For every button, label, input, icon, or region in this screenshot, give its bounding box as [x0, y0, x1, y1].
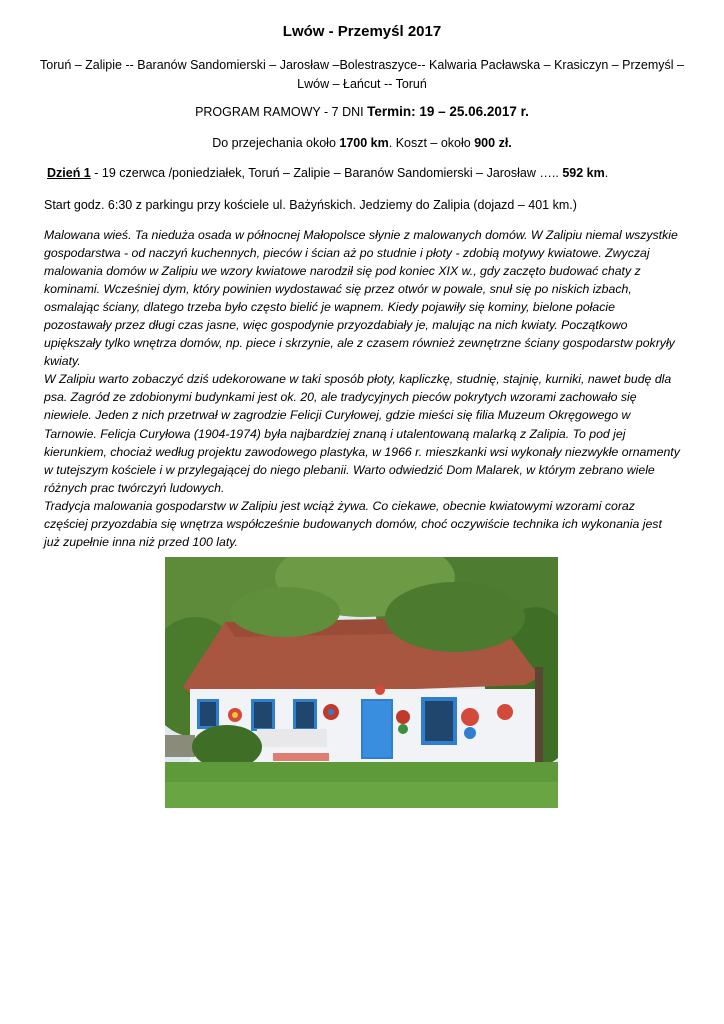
route-line: Toruń – Zalipie -- Baranów Sandomierski – Jarosław –Bolestraszyce-- Kalwaria Pacławska – Krasiczyn – Przemyśl – Lwów – Łańcut -- Toruń — [40, 58, 684, 91]
description-paragraph: W Zalipiu warto zobaczyć dziś udekorowane w taki sposób płoty, kapliczkę, studnię, stajnię, kurniki, nawet budę dla psa. Zagród ze zdobionymi budynkami jest ok. 20, ale tradycyjnych pieców pokrytych wzorami zachowało się niewiele. Jeden z nich przetrwał w zagrodzie Felicji Curyłowej, gdzie mieści się filia Muzeum Okręgowego w Tarnowie. Felicja Curyłowa (1904-1974) była najbardziej znaną i utalentowaną malarką z Zalipia. To pod jej kierunkiem, chociaż według projektu zawodowego plastyka, w 1966 r. mieszkanki wsi wykonały niezwykłe ornamenty w tutejszym kościele i w przylegającej do niego plebanii. Warto odwiedzić Dom Malarek, w którym zebrano wiele różnych prac twórczyń ludowych. — [44, 372, 680, 495]
cottage-illustration — [165, 557, 558, 808]
description-paragraph: Malowana wieś. Ta nieduża osada w północnej Małopolsce słynie z malowanych domów. W Zalipiu niemal wszystkie gospodarstwa - od naczyń kuchennych, pieców i ścian aż po studnie i płoty - zdobią motywy kwiatowe. Zwyczaj malowania domów w Zalipiu we wzory kwiatowe narodził się pod koniec XIX w., gdy zaczęto budować chaty z kominami. Wcześniej dym, który powinien wydostawać się przez otwór w powale, snuł się po niskich izbach, osmalając ściany, dlatego trzeba było często bielić je wapnem. Kiedy pojawiły się kominy, bielone połacie pozostawały przez długi czas jasne, więc gospodynie przyozdabiały je, malując na nich kwiaty. Początkowo upiększały tylko wnętrza domów, np. piece i skrzynie, ale z czasem również zewnętrzne ściany gospodarstw pokryły kwiaty. — [44, 228, 678, 369]
day1-text: - 19 czerwca /poniedziałek, Toruń – Zalipie – Baranów Sandomierski – Jarosław ….. — [90, 166, 559, 180]
distance-line — [0, 136, 724, 150]
distance-mid: . Koszt – około — [388, 136, 471, 150]
page-title: Lwów - Przemyśl 2017 — [282, 23, 442, 40]
program-line — [0, 104, 724, 119]
distance-km: 1700 km — [339, 136, 389, 150]
program-label: PROGRAM RAMOWY - 7 DNI — [195, 105, 364, 119]
day1-heading — [47, 166, 697, 180]
painted-cottage-photo — [165, 557, 558, 808]
description — [44, 226, 680, 551]
day1-km: 592 km — [562, 166, 605, 180]
day1-suffix: . — [604, 166, 609, 180]
start-info: Start godz. 6:30 z parkingu przy kościele ul. Bażyńskich. Jedziemy do Zalipia (dojazd – 401 km.) — [44, 198, 577, 212]
description-paragraph: Tradycja malowania gospodarstw w Zalipiu jest wciąż żywa. Co ciekawe, obecnie kwiatowymi wzorami coraz częściej przyozdabia się wnętrza współcześnie budowanych domów, choć oczywiście technika ich wykonania jest już zupełnie inna niż przed 100 laty. — [44, 498, 662, 549]
day1-label: Dzień 1 — [47, 166, 91, 180]
distance-suffix: . — [508, 136, 512, 150]
distance-cost: 900 zł — [474, 136, 509, 150]
program-term: Termin: 19 – 25.06.2017 r. — [367, 104, 529, 119]
distance-prefix: Do przejechania około — [212, 136, 336, 150]
